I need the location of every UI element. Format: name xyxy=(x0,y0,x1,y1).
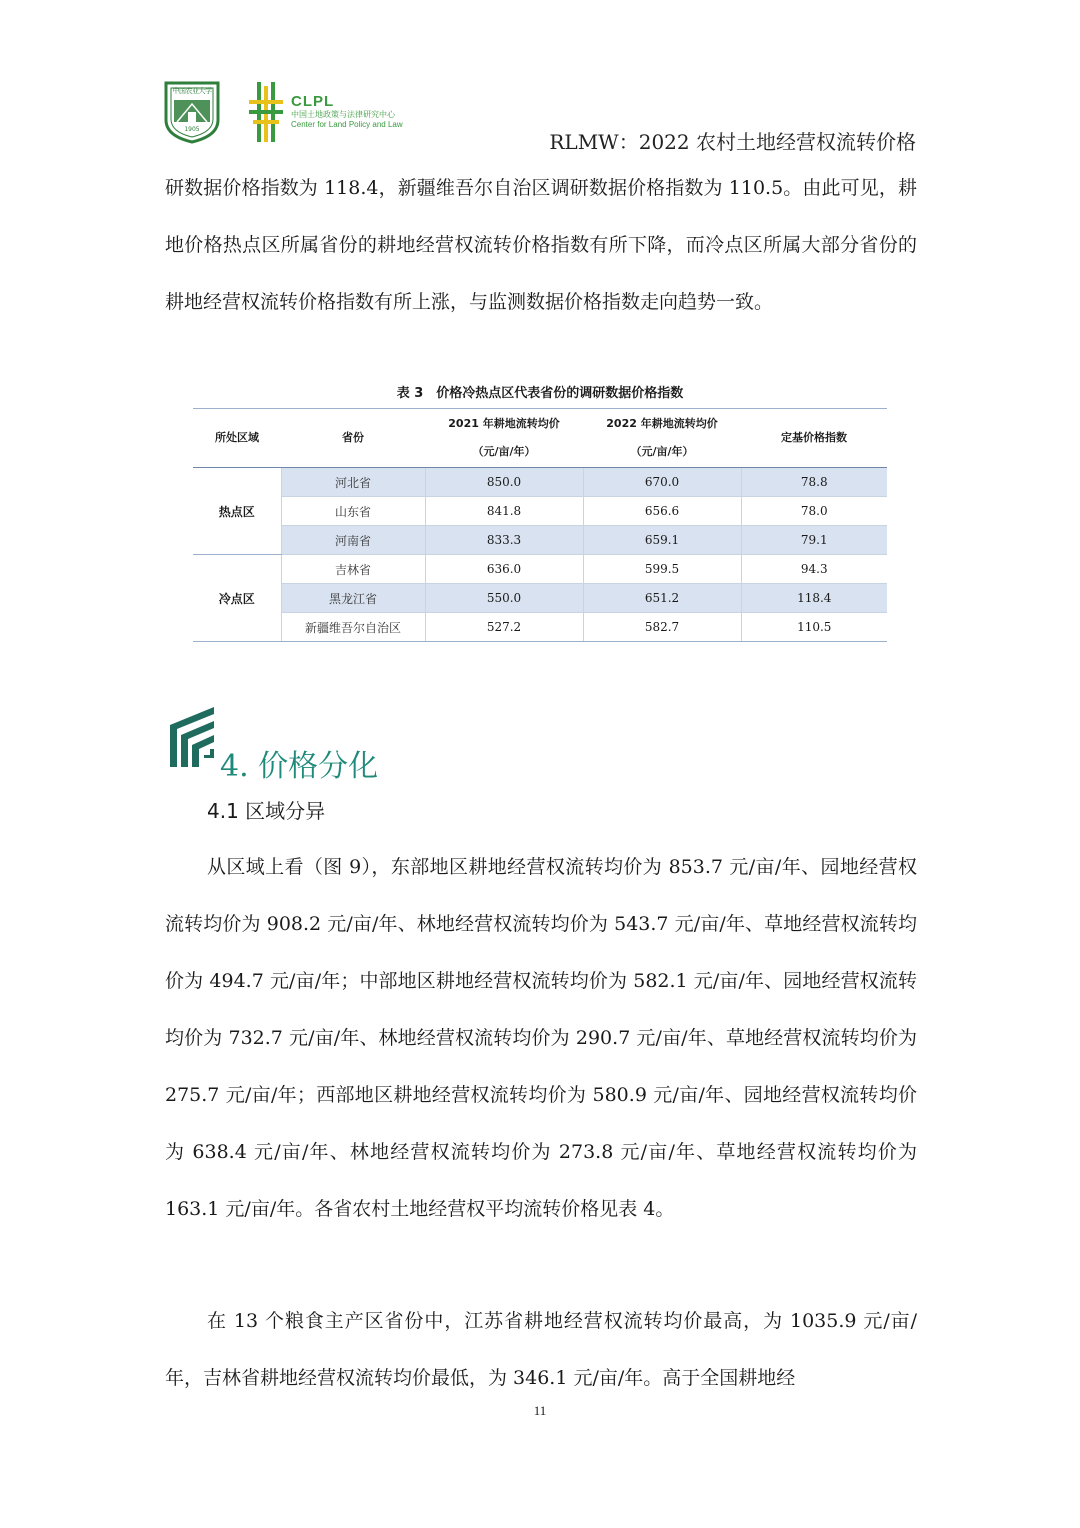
header-price-2022-line2: （元/亩/年） xyxy=(630,445,694,458)
cell-index: 78.0 xyxy=(741,497,887,526)
uni-logo-text: 中国农业大学 xyxy=(172,87,212,95)
cell-price-2021: 550.0 xyxy=(425,584,583,613)
cell-price-2022: 670.0 xyxy=(583,468,741,497)
cell-province: 河北省 xyxy=(281,468,425,497)
cell-price-2021: 841.8 xyxy=(425,497,583,526)
cell-price-2022: 599.5 xyxy=(583,555,741,584)
zone-cold: 冷点区 xyxy=(193,555,281,642)
cell-province: 黑龙江省 xyxy=(281,584,425,613)
paragraph-3: 在 13 个粮食主产区省份中，江苏省耕地经营权流转均价最高，为 1035.9 元/亩/年，吉林省耕地经营权流转均价最低，为 346.1 元/亩/年。高于全国耕地经 xyxy=(165,1310,917,1389)
header-index: 定基价格指数 xyxy=(741,409,887,468)
table-row xyxy=(193,555,887,584)
table-row xyxy=(193,584,887,613)
header-price-2022-line1: 2022 年耕地流转均价 xyxy=(606,417,718,430)
cell-province: 吉林省 xyxy=(281,555,425,584)
page-number: 11 xyxy=(533,1403,547,1418)
price-index-table xyxy=(193,408,887,642)
cell-price-2021: 850.0 xyxy=(425,468,583,497)
cell-price-2022: 582.7 xyxy=(583,613,741,642)
cell-province: 山东省 xyxy=(281,497,425,526)
subsection-title: 4.1 区域分异 xyxy=(207,799,326,823)
section-decoration-icon xyxy=(168,705,224,767)
cell-price-2022: 659.1 xyxy=(583,526,741,555)
cell-index: 79.1 xyxy=(741,526,887,555)
header-logos xyxy=(163,80,403,150)
header-price-2021 xyxy=(425,409,583,468)
header-price-2021-line2: （元/亩/年） xyxy=(472,445,536,458)
cell-province: 新疆维吾尔自治区 xyxy=(281,613,425,642)
zone-hot: 热点区 xyxy=(193,468,281,555)
cell-price-2021: 636.0 xyxy=(425,555,583,584)
cell-province: 河南省 xyxy=(281,526,425,555)
paragraph-1: 研数据价格指数为 118.4，新疆维吾尔自治区调研数据价格指数为 110.5。由此可见，耕地价格热点区所属省份的耕地经营权流转价格指数有所下降，而冷点区所属大部分省份的耕地经营权流转价格指数有所上涨，与监测数据价格指数走向趋势一致。 xyxy=(165,177,917,313)
header-province: 省份 xyxy=(281,409,425,468)
clpl-english-name: Center for Land Policy and Law xyxy=(291,120,403,129)
header-price-2022 xyxy=(583,409,741,468)
section-title: 4. 价格分化 xyxy=(220,749,379,784)
cell-index: 110.5 xyxy=(741,613,887,642)
header-title: RLMW：2022 农村土地经营权流转价格 xyxy=(549,130,916,154)
table-row xyxy=(193,526,887,555)
clpl-logo xyxy=(247,80,403,144)
table-row xyxy=(193,613,887,642)
header-zone: 所处区域 xyxy=(193,409,281,468)
header-price-2021-line1: 2021 年耕地流转均价 xyxy=(448,417,560,430)
clpl-name: CLPL xyxy=(291,93,335,110)
paragraph-2: 从区域上看（图 9），东部地区耕地经营权流转均价为 853.7 元/亩/年、园地经营权流转均价为 908.2 元/亩/年、林地经营权流转均价为 543.7 元/亩/年、草地经营权流转均价为 494.7 元/亩/年；中部地区耕地经营权流转均价为 582.1 元/亩/年、园地经营权流转均价为 732.7 元/亩/年、林地经营权流转均价为 290.7 元/亩/年、草地经营权流转均价为 275.7 元/亩/年；西部地区耕地经营权流转均价为 580.9 元/亩/年、园地经营权流转均价为 638.4 元/亩/年、林地经营权流转均价为 273.8 元/亩/年、草地经营权流转均价为 163.1 元/亩/年。各省农村土地经营权平均流转价格见表 4。 xyxy=(165,856,917,1220)
cell-index: 78.8 xyxy=(741,468,887,497)
section-heading xyxy=(168,705,468,784)
table-caption: 表 3 价格冷热点区代表省份的调研数据价格指数 xyxy=(396,386,684,401)
table-row xyxy=(193,497,887,526)
clpl-chinese-name: 中国土地政策与法律研究中心 xyxy=(291,110,395,119)
cell-index: 94.3 xyxy=(741,555,887,584)
cell-index: 118.4 xyxy=(741,584,887,613)
cell-price-2022: 656.6 xyxy=(583,497,741,526)
cell-price-2022: 651.2 xyxy=(583,584,741,613)
table-header-row xyxy=(193,409,887,468)
uni-logo-year: 1905 xyxy=(184,126,200,133)
clpl-mark-icon xyxy=(247,80,287,144)
cell-price-2021: 833.3 xyxy=(425,526,583,555)
cell-price-2021: 527.2 xyxy=(425,613,583,642)
table-row xyxy=(193,468,887,497)
